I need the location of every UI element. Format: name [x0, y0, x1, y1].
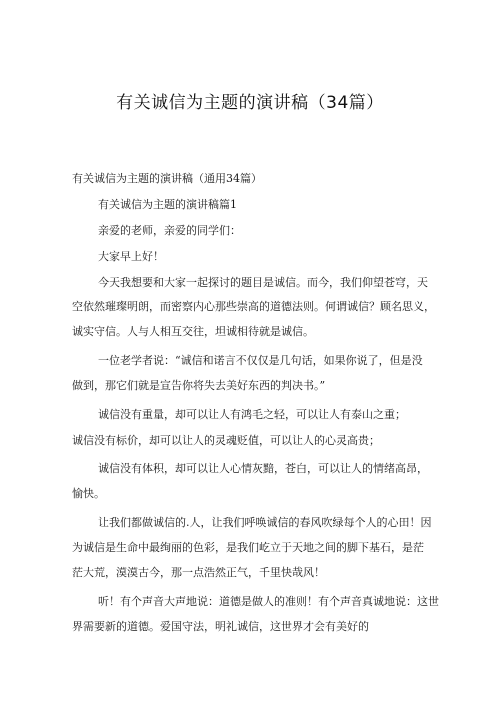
paragraph-line: 空依然璀璨明朗，而密察内心那些崇高的道德法则。何谓诚信？顾名思义， — [72, 300, 435, 313]
section-heading: 有关诚信为主题的演讲稿篇1 — [98, 198, 237, 211]
paragraph-line: 诚信没有标价，却可以让人的灵魂贬值，可以让人的心灵高贵； — [72, 434, 380, 447]
paragraph-line: 诚信没有体积，却可以让人心情灰黯，苍白，可以让人的情绪高昂， — [98, 462, 428, 475]
subtitle-line: 有关诚信为主题的演讲稿（通用34篇） — [72, 172, 262, 185]
paragraph-line: 诚信没有重量，却可以让人有鸿毛之轻，可以让人有泰山之重； — [98, 408, 406, 421]
paragraph-line: 茫大荒，漠漠古今，那一点浩然正气，千里快哉风！ — [72, 566, 325, 579]
paragraph-line: 愉快。 — [72, 487, 105, 500]
paragraph-line: 今天我想要和大家一起探讨的题目是诚信。而今，我们仰望苍穹，天 — [98, 276, 428, 289]
paragraph-line: 做到，那它们就是宣告你将失去美好东西的判决书。” — [72, 379, 326, 392]
paragraph-line: 为诚信是生命中最绚丽的色彩，是我们屹立于天地之间的脚下基石，是茫 — [72, 541, 424, 554]
paragraph-line: 界需要新的道德。爱国守法，明礼诚信，这世界才会有美好的 — [72, 620, 369, 633]
paragraph-line: 听！有个声音大声地说：道德是做人的准则！有个声音真诚地说：这世 — [98, 595, 439, 608]
document-title: 有关诚信为主题的演讲稿（34篇） — [116, 93, 384, 113]
paragraph-line: 一位老学者说：“诚信和诺言不仅仅是几句话，如果你说了，但是没 — [98, 354, 423, 367]
greeting: 大家早上好！ — [98, 250, 164, 263]
paragraph-line: 让我们都做诚信的.人，让我们呼唤诚信的春风吹绿每个人的心田！因 — [98, 516, 432, 529]
salutation: 亲爱的老师，亲爱的同学们： — [98, 224, 241, 237]
paragraph-line: 诚实守信。人与人相互交往，坦诚相待就是诚信。 — [72, 325, 314, 338]
